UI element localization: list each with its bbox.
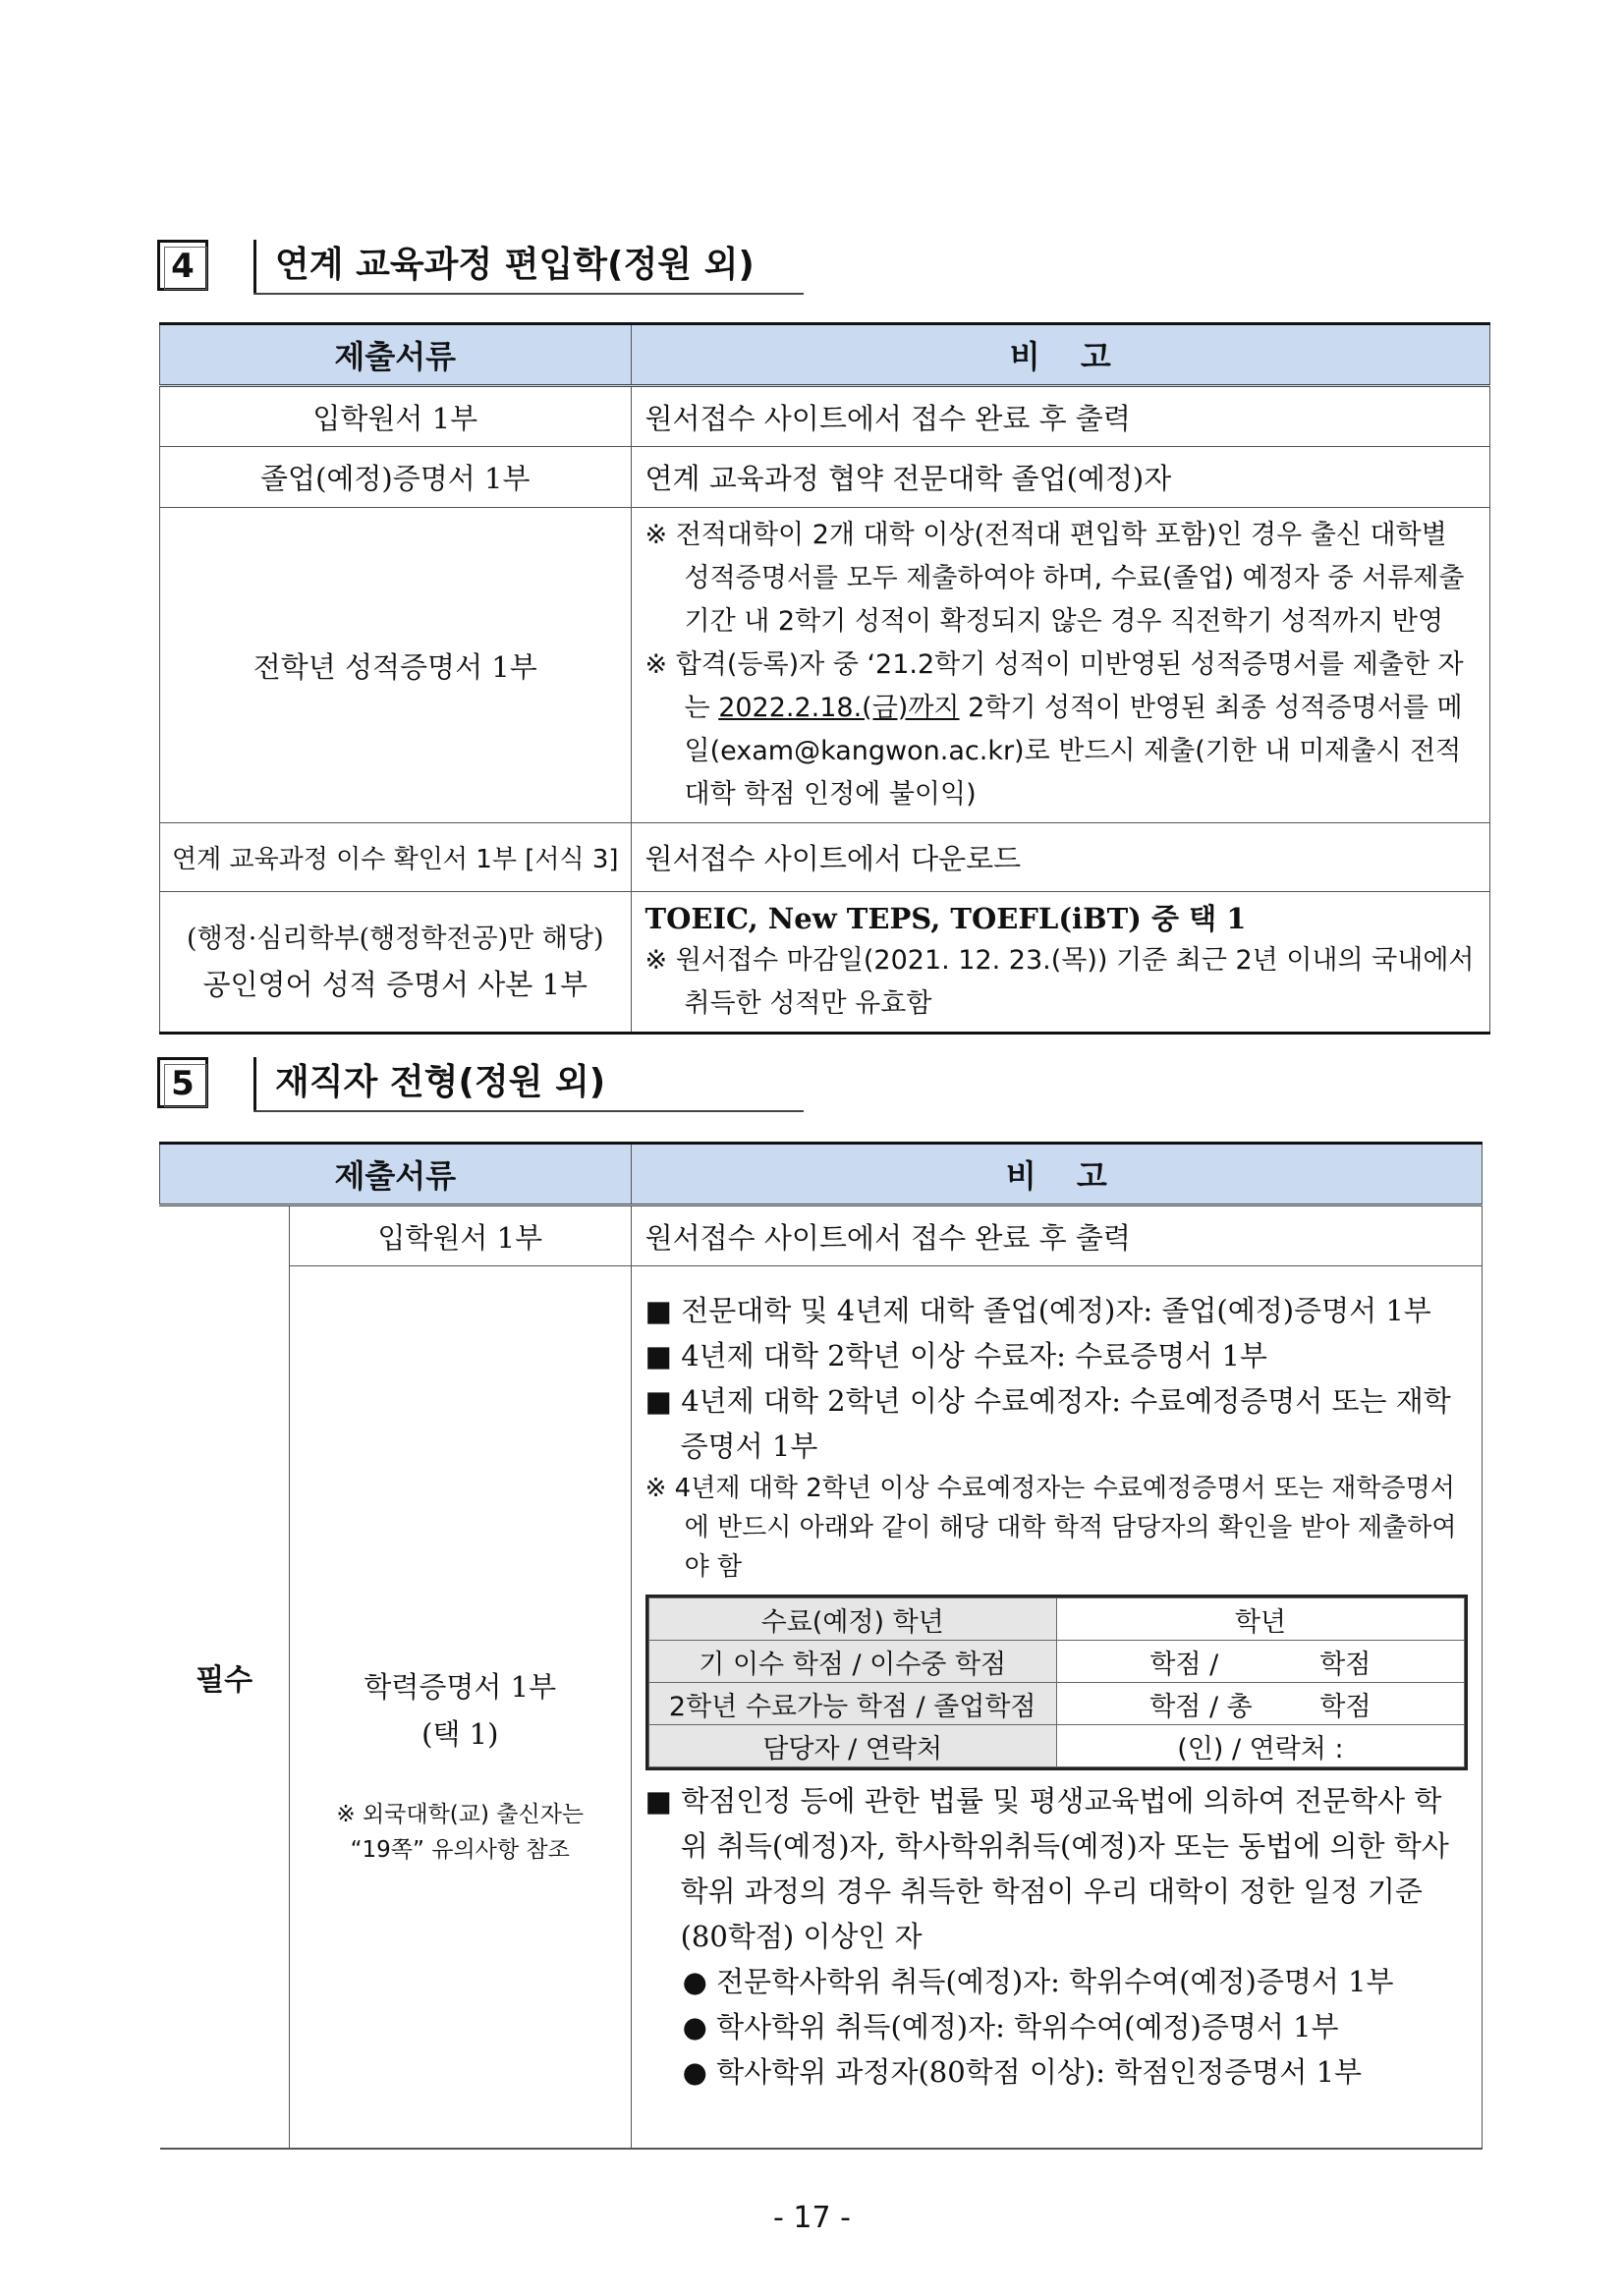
doc-application: 입학원서 1부 [289, 1205, 631, 1266]
grades-note-1: ※ 전적대학이 2개 대학 이상(전적대 편입학 포함)인 경우 출신 대학별 성적증명서를 모두 제출하여야 하며, 수료(졸업) 예정자 중 서류제출 기간 내 2학기 성적이 확정되지 않은 경우 직전학기 성적까지 반영 [644, 520, 1465, 637]
grades-note-2 [645, 644, 1476, 816]
header-notes: 비 고 [631, 1144, 1482, 1205]
square-bullet-icon: ■ [644, 1339, 682, 1372]
bullet-note: ※ 4년제 대학 2학년 이상 수료예정자는 수료예정증명서 또는 재학증명서에 반드시 아래와 같이 해당 대학 학적 담당자의 확인을 받아 제출하여야 함 [644, 1474, 1457, 1582]
section-number: 4 [157, 240, 208, 291]
square-bullet-icon: ■ [644, 1784, 682, 1818]
grades-note-2-date: 2022.2.18.(금)까지 [718, 693, 960, 723]
doc-english [160, 892, 632, 1034]
doc-education-note: ※ 외국대학(교) 출신자는 “19쪽” 유의사항 참조 [336, 1802, 585, 1864]
note-application: 원서접수 사이트에서 접수 완료 후 출력 [631, 1205, 1482, 1266]
section-number: 5 [157, 1057, 208, 1108]
header-divider [253, 240, 256, 293]
bullet-item: ■ 전문대학 및 4년제 대학 졸업(예정)자: 졸업(예정)증명서 1부 [644, 1294, 1431, 1327]
header-underline [253, 1110, 804, 1112]
section-5-table [159, 1142, 1483, 2150]
bullet-item: ■ 4년제 대학 2학년 이상 수료자: 수료증명서 1부 [644, 1339, 1267, 1372]
dot-item: ● 전문학사학위 취득(예정)자: 학위수여(예정)증명서 1부 [682, 1965, 1394, 1998]
confirm-label: 수료(예정) 학년 [648, 1598, 1056, 1641]
confirm-label: 담당자 / 연락처 [648, 1725, 1056, 1767]
doc-english-line1: (행정·심리학부(행정학전공)만 해당) [187, 924, 604, 954]
section-title: 재직자 전형(정원 외) [275, 1062, 606, 1102]
note-grades [631, 508, 1489, 823]
confirm-value: (인) / 연락처 : [1056, 1725, 1464, 1767]
page-number: - 17 - [773, 2201, 851, 2235]
grades-note-2-a: ※ 합격(등록)자 중 ‘21.2학기 성적이 미반영된 성적증명서를 제출한 자는 [644, 649, 1464, 723]
english-note-1: TOEIC, New TEPS, TOEFL(iBT) 중 택 1 [644, 902, 1247, 935]
doc-graduation: 졸업(예정)증명서 1부 [160, 447, 632, 508]
confirm-value: 학점 / 학점 [1056, 1641, 1464, 1683]
note-graduation: 연계 교육과정 협약 전문대학 졸업(예정)자 [631, 447, 1489, 508]
doc-education-cert [289, 1266, 631, 2149]
doc-completion-cert: 연계 교육과정 이수 확인서 1부 [서식 3] [160, 823, 632, 892]
confirm-table-wrap [645, 1595, 1468, 1770]
dot-bullet-icon: ● [682, 1965, 717, 1998]
section-4-table [159, 322, 1490, 1035]
bullet-item: ■ 4년제 대학 2학년 이상 수료예정자: 수료예정증명서 또는 재학증명서 1부 [644, 1384, 1451, 1463]
header-divider [253, 1057, 256, 1110]
english-note-2: ※ 원서접수 마감일(2021. 12. 23.(목)) 기준 최근 2년 이내의 국내에서 취득한 성적만 유효함 [644, 945, 1475, 1019]
dot-bullet-icon: ● [682, 2010, 717, 2044]
square-bullet-icon: ■ [644, 1294, 682, 1327]
header-docs: 제출서류 [160, 1144, 632, 1205]
doc-education-line1: 학력증명서 1부 [364, 1670, 557, 1705]
bullet-item: ■ 학점인정 등에 관한 법률 및 평생교육법에 의하여 전문학사 학위 취득(예정)자, 학사학위취득(예정)자 또는 동법에 의한 학사학위 과정의 경우 취득한 학점이 우리 대학이 정한 일정 기준(80학점) 이상인 자 [644, 1784, 1449, 1953]
doc-english-line2: 공인영어 성적 증명서 사본 1부 [202, 968, 588, 1001]
doc-grades: 전학년 성적증명서 1부 [160, 508, 632, 823]
square-bullet-icon: ■ [644, 1384, 682, 1418]
header-notes: 비 고 [631, 324, 1489, 386]
doc-education-line2: (택 1) [421, 1717, 499, 1752]
grades-note-2-b: 2학기 성적이 반영된 최종 성적증명서를 메일(exam@kangwon.ac.kr)로 반드시 제출(기한 내 미제출시 전적대학 학점 인정에 불이익) [684, 693, 1463, 810]
confirm-value: 학점 / 총 학점 [1056, 1683, 1464, 1725]
note-english [631, 892, 1489, 1034]
note-application: 원서접수 사이트에서 접수 완료 후 출력 [631, 386, 1489, 447]
confirm-value: 학년 [1056, 1598, 1464, 1641]
section-title: 연계 교육과정 편입학(정원 외) [275, 245, 755, 285]
confirm-table [648, 1597, 1465, 1767]
dot-item: ● 학사학위 취득(예정)자: 학위수여(예정)증명서 1부 [682, 2010, 1339, 2044]
doc-application: 입학원서 1부 [160, 386, 632, 447]
note-education-cert [631, 1266, 1482, 2149]
confirm-label: 기 이수 학점 / 이수중 학점 [648, 1641, 1056, 1683]
required-label: 필수 [160, 1205, 290, 2149]
header-docs: 제출서류 [160, 324, 632, 386]
confirm-label: 2학년 수료가능 학점 / 졸업학점 [648, 1683, 1056, 1725]
dot-bullet-icon: ● [682, 2055, 717, 2089]
dot-item: ● 학사학위 과정자(80학점 이상): 학점인정증명서 1부 [682, 2055, 1363, 2089]
note-completion-cert: 원서접수 사이트에서 다운로드 [631, 823, 1489, 892]
header-underline [253, 293, 804, 295]
